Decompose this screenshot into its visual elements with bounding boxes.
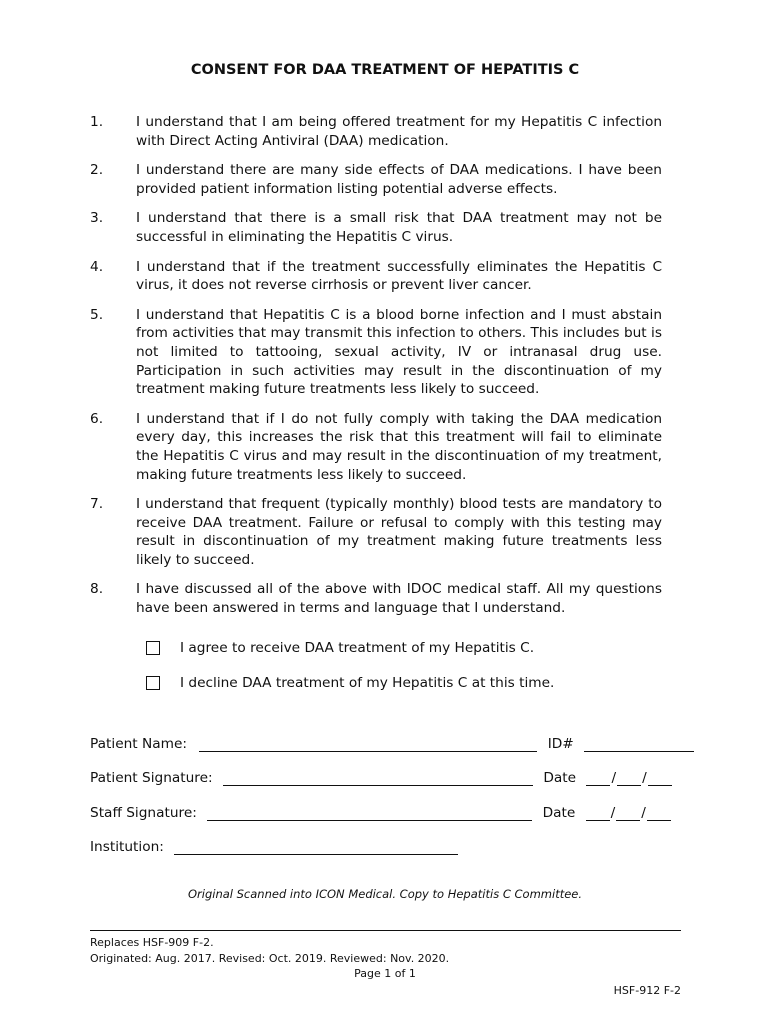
staff-signature-field[interactable]: [207, 806, 532, 821]
statement-item: [90, 495, 662, 569]
patient-date-year-field[interactable]: [648, 771, 672, 786]
staff-date-year-field[interactable]: [647, 806, 671, 821]
patient-name-field[interactable]: [199, 737, 537, 752]
statement-number: 1.: [90, 114, 104, 130]
statement-text: I understand there are many side effects of DAA medications. I have been provided patient information listing potential adverse effects.: [136, 162, 662, 197]
id-label: ID#: [547, 736, 574, 752]
document-title: CONSENT FOR DAA TREATMENT OF HEPATITIS C: [190, 62, 580, 78]
footer-divider: [90, 930, 681, 931]
statement-number: 8.: [90, 581, 104, 598]
patient-signature-row: Patient Signature: Date / /: [90, 770, 672, 786]
patient-name-row: [90, 736, 694, 752]
statement-number: 6.: [90, 410, 104, 427]
statement-number: 7.: [90, 496, 104, 513]
statement-item: [90, 258, 662, 295]
statement-text: I understand that if the treatment successfully eliminates the Hepatitis C virus, it does not reverse cirrhosis or prevent liver cancer.: [136, 258, 662, 294]
patient-date-label: Date: [543, 770, 577, 786]
institution-row: [90, 839, 458, 855]
patient-signature-label: Patient Signature:: [90, 770, 213, 786]
agree-label: I agree to receive DAA treatment of my Hepatitis C.: [180, 640, 535, 656]
revision-history: Originated: Aug. 2017. Revised: Oct. 2019. Reviewed: Nov. 2020.: [90, 952, 450, 965]
patient-name-label: Patient Name:: [90, 736, 188, 752]
statement-text: I understand that there is a small risk that DAA treatment may not be successful in eliminating the Hepatitis C virus.: [136, 210, 662, 245]
id-field[interactable]: [584, 737, 694, 752]
staff-signature-row: Staff Signature: Date / /: [90, 805, 671, 821]
statement-text: I understand that Hepatitis C is a blood borne infection and I must abstain from activities that may transmit this infection to others. This includes but is not limited to tattooing, sexual activity, IV or intranasal drug use. Participation in such activities may result in the discontinuation of my treatment making future treatments less likely to succeed.: [136, 306, 662, 398]
staff-signature-label: Staff Signature:: [90, 805, 197, 821]
statement-number: 4.: [90, 258, 104, 275]
staff-date-month-field[interactable]: [586, 806, 610, 821]
institution-label: Institution:: [90, 839, 164, 855]
scan-note: Original Scanned into ICON Medical. Copy to Hepatitis C Committee.: [187, 887, 583, 901]
decline-label: I decline DAA treatment of my Hepatitis C at this time.: [180, 675, 555, 691]
staff-date-label: Date: [542, 805, 576, 821]
page-number: Page 1 of 1: [354, 967, 416, 980]
statement-item: [90, 580, 662, 617]
agree-checkbox[interactable]: [146, 641, 160, 655]
statement-item: [90, 209, 662, 246]
footer-info: [90, 935, 449, 967]
statement-text: I understand that I am being offered treatment for my Hepatitis C infection with Direct Acting Antiviral (DAA) medication.: [136, 114, 662, 149]
replaces-text: Replaces HSF-909 F-2.: [90, 936, 214, 949]
statement-number: 5.: [90, 306, 104, 323]
statement-item: [90, 161, 662, 198]
institution-field[interactable]: [174, 840, 458, 855]
decline-option[interactable]: [146, 675, 554, 691]
statement-number: 2.: [90, 162, 104, 179]
patient-date-month-field[interactable]: [586, 771, 610, 786]
statement-number: 3.: [90, 210, 104, 227]
statement-item: [90, 410, 662, 484]
agree-option[interactable]: [146, 640, 534, 656]
decline-checkbox[interactable]: [146, 676, 160, 690]
statement-item: [90, 113, 662, 150]
statement-text: I have discussed all of the above with IDOC medical staff. All my questions have been answered in terms and language that I understand.: [136, 581, 662, 617]
statement-item: [90, 306, 662, 399]
staff-date-day-field[interactable]: [616, 806, 640, 821]
patient-signature-field[interactable]: [223, 771, 533, 786]
statement-text: I understand that if I do not fully comply with taking the DAA medication every day, this increases the risk that this treatment will fail to eliminate the Hepatitis C virus and may result in the discontinuation of my treatment, making future treatments less likely to succeed.: [136, 410, 662, 483]
statement-text: I understand that frequent (typically monthly) blood tests are mandatory to receive DAA treatment. Failure or refusal to comply with this testing may result in discontinuation of my treatment making future treatments less likely to succeed.: [136, 496, 662, 568]
patient-date-day-field[interactable]: [617, 771, 641, 786]
consent-statements: [90, 113, 662, 629]
form-code: HSF-912 F-2: [613, 984, 681, 997]
